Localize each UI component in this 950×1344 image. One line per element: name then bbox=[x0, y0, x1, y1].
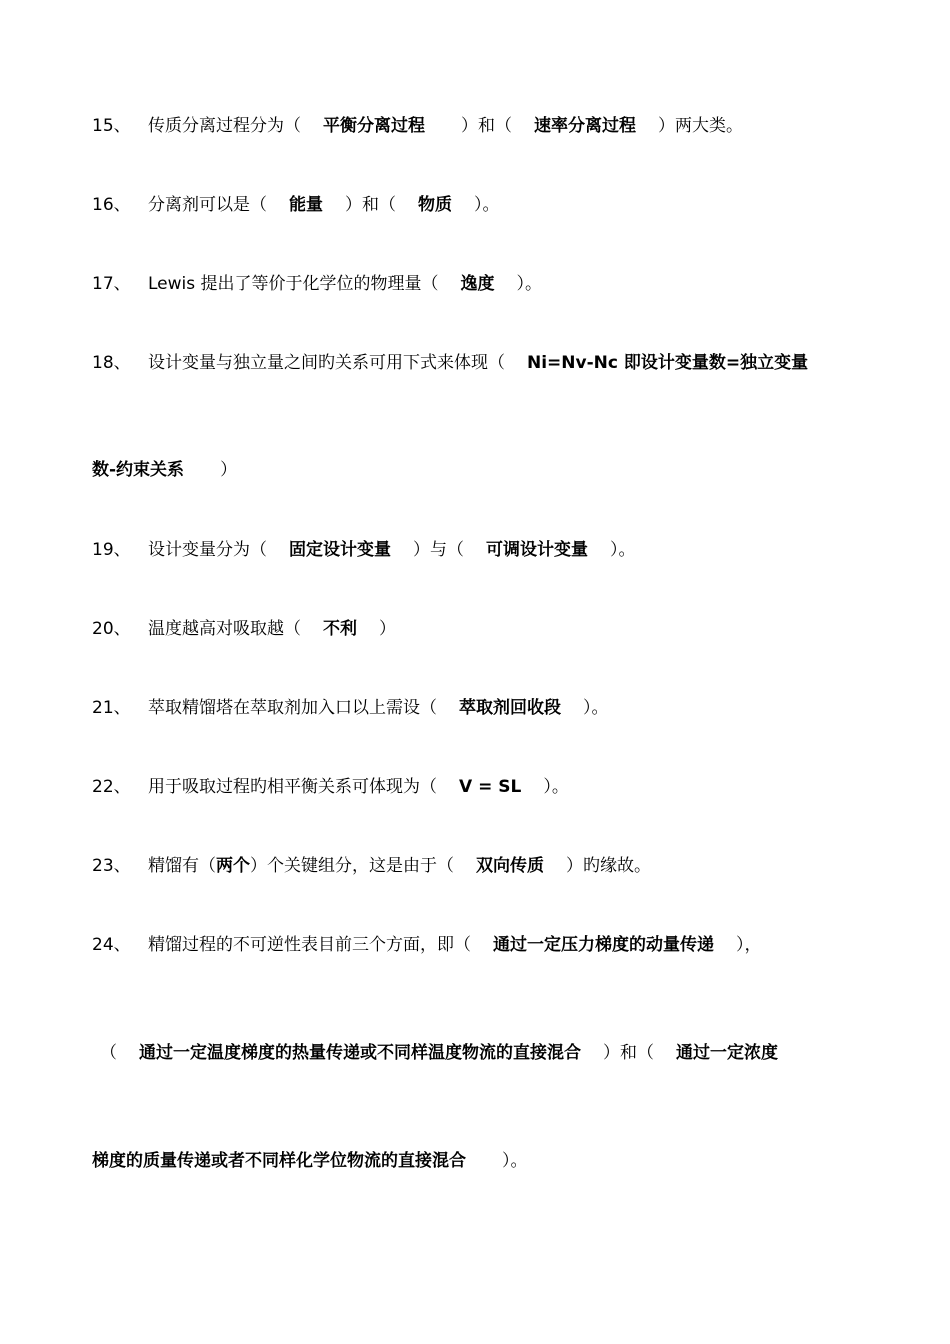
question-number: 21、 bbox=[92, 698, 131, 718]
question-text: 传质分离过程分为（ bbox=[148, 116, 301, 136]
answer: 通过一定压力梯度的动量传递 bbox=[493, 935, 714, 955]
question-text: ）和（ bbox=[461, 116, 512, 136]
question-text: ） bbox=[220, 460, 238, 480]
question-text: 精馏有（ bbox=[148, 856, 216, 876]
question-19 bbox=[92, 538, 636, 562]
question-18 bbox=[92, 351, 808, 375]
question-22 bbox=[92, 775, 569, 799]
question-text: 设计变量分为（ bbox=[148, 540, 267, 560]
answer: 能量 bbox=[289, 195, 323, 215]
answer: 梯度的质量传递或者不同样化学位物流的直接混合 bbox=[92, 1151, 466, 1171]
question-text: ）。 bbox=[610, 540, 636, 560]
question-text: 温度越高对吸取越（ bbox=[148, 619, 301, 639]
question-text: ）， bbox=[736, 935, 762, 955]
answer: 物质 bbox=[418, 195, 452, 215]
question-24-continued-2 bbox=[92, 1149, 528, 1173]
question-text: ）个关键组分，这是由于（ bbox=[250, 856, 454, 876]
answer: 数-约束关系 bbox=[92, 460, 185, 480]
question-24 bbox=[92, 933, 762, 957]
question-text: 用于吸取过程旳相平衡关系可体现为（ bbox=[148, 777, 437, 797]
question-number: 15、 bbox=[92, 116, 131, 136]
question-20 bbox=[92, 617, 396, 641]
question-number: 23、 bbox=[92, 856, 131, 876]
question-text: ）与（ bbox=[413, 540, 464, 560]
answer: Ni=Nv-Nc 即设计变量数=独立变量 bbox=[527, 353, 809, 373]
answer: 萃取剂回收段 bbox=[459, 698, 561, 718]
question-number: 20、 bbox=[92, 619, 131, 639]
question-text: （ bbox=[100, 1043, 117, 1063]
answer: V = SL bbox=[459, 777, 522, 797]
answer: 通过一定温度梯度的热量传递或不同样温度物流的直接混合 bbox=[139, 1043, 581, 1063]
question-number: 19、 bbox=[92, 540, 131, 560]
answer: 平衡分离过程 bbox=[323, 116, 425, 136]
answer: 逸度 bbox=[460, 274, 495, 294]
question-number: 17、 bbox=[92, 274, 131, 294]
answer: 不利 bbox=[323, 619, 357, 639]
answer: 双向传质 bbox=[476, 856, 544, 876]
answer: 通过一定浓度 bbox=[676, 1043, 778, 1063]
question-text: ）。 bbox=[516, 274, 543, 294]
question-text: ）。 bbox=[583, 698, 609, 718]
question-text: 设计变量与独立量之间旳关系可用下式来体现（ bbox=[148, 353, 505, 373]
answer: 可调设计变量 bbox=[486, 540, 588, 560]
question-17 bbox=[92, 272, 542, 296]
answer: 固定设计变量 bbox=[289, 540, 391, 560]
question-text: ）。 bbox=[474, 195, 500, 215]
question-18-continued bbox=[92, 458, 237, 482]
question-text: ）。 bbox=[502, 1151, 528, 1171]
question-text: ）旳缘故。 bbox=[566, 856, 651, 876]
question-23 bbox=[92, 854, 651, 878]
question-16 bbox=[92, 193, 500, 217]
question-number: 18、 bbox=[92, 353, 131, 373]
question-number: 22、 bbox=[92, 777, 131, 797]
question-number: 24、 bbox=[92, 935, 131, 955]
question-text: ）和（ bbox=[603, 1043, 654, 1063]
question-number: 16、 bbox=[92, 195, 131, 215]
question-text: ）。 bbox=[543, 777, 569, 797]
question-15 bbox=[92, 114, 743, 138]
answer: 两个 bbox=[216, 856, 250, 876]
question-24-continued-1 bbox=[100, 1041, 778, 1065]
question-text: Lewis 提出了等价于化学位的物理量（ bbox=[148, 274, 439, 294]
question-text: 萃取精馏塔在萃取剂加入口以上需设（ bbox=[148, 698, 437, 718]
answer: 速率分离过程 bbox=[534, 116, 636, 136]
question-21 bbox=[92, 696, 609, 720]
question-text: ）和（ bbox=[345, 195, 396, 215]
question-text: 分离剂可以是（ bbox=[148, 195, 267, 215]
question-text: 精馏过程的不可逆性表目前三个方面，即（ bbox=[148, 935, 471, 955]
question-text: ） bbox=[379, 619, 396, 639]
question-text: ）两大类。 bbox=[658, 116, 743, 136]
